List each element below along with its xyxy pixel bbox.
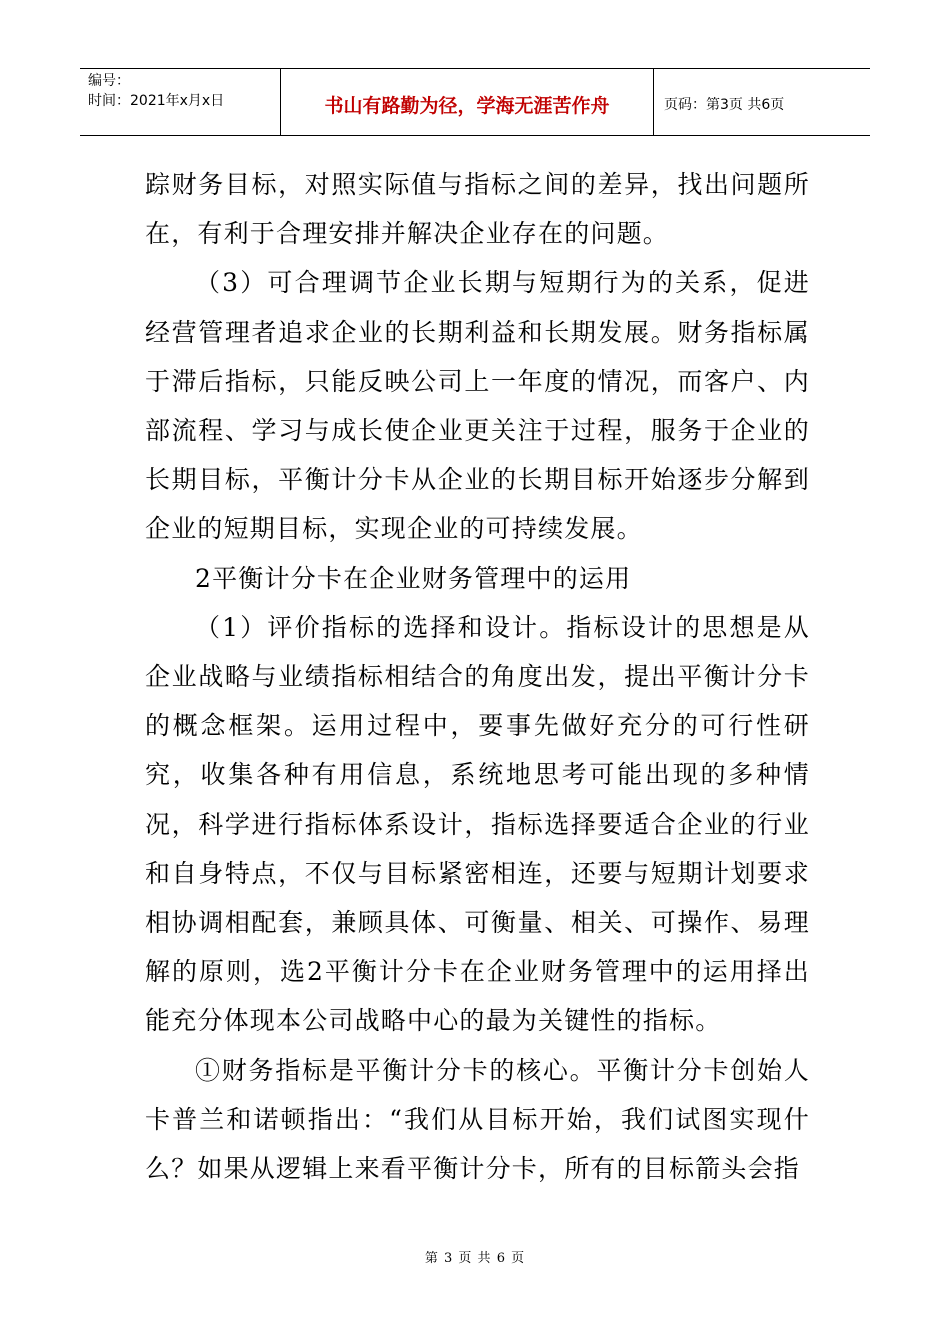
paragraph: 踪财务目标，对照实际值与指标之间的差异，找出问题所在，有利于合理安排并解决企业存在的问题。 — [145, 170, 810, 249]
header-table — [80, 68, 870, 136]
header-page-cell — [654, 69, 870, 135]
page-footer — [0, 1247, 950, 1266]
document-body — [145, 160, 810, 1193]
header-motto-cell — [281, 69, 654, 135]
paragraph: （3）可合理调节企业长期与短期行为的关系，促进经营管理者追求企业的长期利益和长期发展。财务指标属于滞后指标，只能反映公司上一年度的情况，而客户、内部流程、学习与成长使企业更关注于过程，服务于企业的长期目标，平衡计分卡从企业的长期目标开始逐步分解到企业的短期目标，实现企业的可持续发展。 — [145, 268, 810, 544]
section-heading: 2平衡计分卡在企业财务管理中的运用 — [195, 563, 632, 593]
page-code: 页码：第3页 共6页 — [664, 97, 785, 113]
footer-page-number: 第 3 页 共 6 页 — [424, 1251, 526, 1266]
paragraph: （1）评价指标的选择和设计。指标设计的思想是从企业战略与业绩指标相结合的角度出发，提出平衡计分卡的概念框架。运用过程中，要事先做好充分的可行性研究，收集各种有用信息，系统地思考可能出现的多种情况，科学进行指标体系设计，指标选择要适合企业的行业和自身特点，不仅与目标紧密相连，还要与短期计划要求相协调相配套，兼顾具体、可衡量、相关、可操作、易理解的原则，选2平衡计分卡在企业财务管理中的运用择出能充分体现本公司战略中心的最为关键性的指标。 — [145, 612, 810, 1036]
paragraph: ①财务指标是平衡计分卡的核心。平衡计分卡创始人卡普兰和诺顿指出：“我们从目标开始，我们试图实现什么？如果从逻辑上来看平衡计分卡，所有的目标箭头会指 — [145, 1055, 810, 1184]
motto-text: 书山有路勤为径，学海无涯苦作舟 — [324, 94, 610, 117]
time-label: 时间：2021年x月x日 — [88, 93, 225, 109]
header-meta — [80, 69, 281, 135]
number-label: 编号： — [88, 73, 130, 89]
